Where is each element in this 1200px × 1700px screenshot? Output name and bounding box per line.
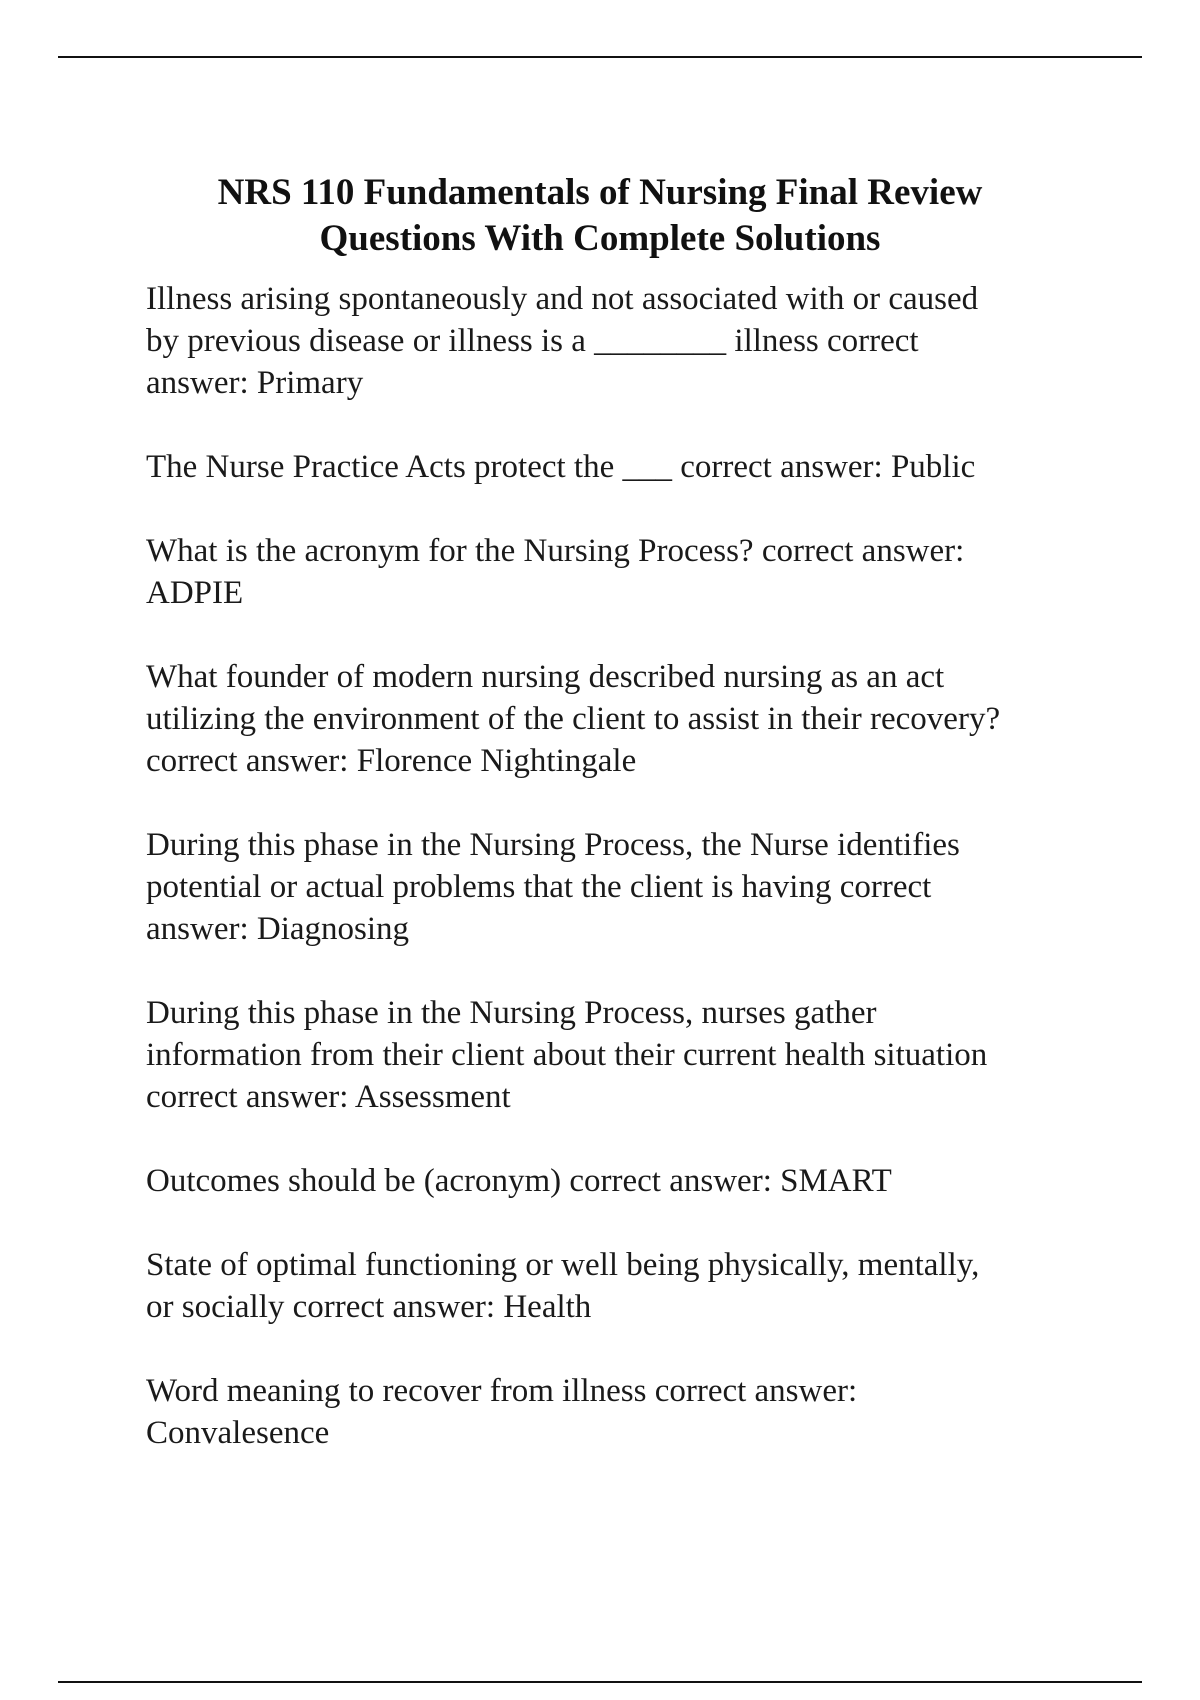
qa-line: During this phase in the Nursing Process, the Nurse identifies <box>146 827 960 863</box>
qa-line: information from their client about their current health situation <box>146 1037 988 1073</box>
qa-line: Outcomes should be (acronym) correct answer: SMART <box>146 1163 892 1199</box>
qa-line: answer: Diagnosing <box>146 911 410 947</box>
title-line-2: Questions With Complete Solutions <box>319 217 881 259</box>
qa-item <box>146 656 1106 782</box>
qa-line: What is the acronym for the Nursing Process? correct answer: <box>146 533 965 569</box>
qa-line: During this phase in the Nursing Process, nurses gather <box>146 995 877 1031</box>
top-rule <box>58 56 1142 58</box>
document-title <box>100 170 1100 262</box>
title-line-1: NRS 110 Fundamentals of Nursing Final Review <box>217 171 983 213</box>
qa-item <box>146 530 1106 614</box>
qa-line: or socially correct answer: Health <box>146 1289 592 1325</box>
qa-line: utilizing the environment of the client to assist in their recovery? <box>146 701 1001 737</box>
qa-line: correct answer: Florence Nightingale <box>146 743 637 779</box>
qa-line: potential or actual problems that the client is having correct <box>146 869 932 905</box>
qa-line: The Nurse Practice Acts protect the ___ correct answer: Public <box>146 449 976 485</box>
qa-item <box>146 1370 1106 1454</box>
qa-line: by previous disease or illness is a ________ illness correct <box>146 323 919 359</box>
qa-item <box>146 446 1106 488</box>
qa-line: State of optimal functioning or well being physically, mentally, <box>146 1247 980 1283</box>
qa-item <box>146 824 1106 950</box>
qa-line: Illness arising spontaneously and not associated with or caused <box>146 281 979 317</box>
qa-item <box>146 278 1106 404</box>
qa-line: ADPIE <box>146 575 244 611</box>
qa-line: answer: Primary <box>146 365 364 401</box>
qa-line: Word meaning to recover from illness correct answer: <box>146 1373 858 1409</box>
qa-item <box>146 1160 1106 1202</box>
qa-item <box>146 1244 1106 1328</box>
bottom-rule <box>58 1681 1142 1683</box>
qa-line: correct answer: Assessment <box>146 1079 511 1115</box>
qa-line: What founder of modern nursing described nursing as an act <box>146 659 945 695</box>
question-list <box>146 278 1106 1496</box>
qa-line: Convalesence <box>146 1415 330 1451</box>
qa-item <box>146 992 1106 1118</box>
